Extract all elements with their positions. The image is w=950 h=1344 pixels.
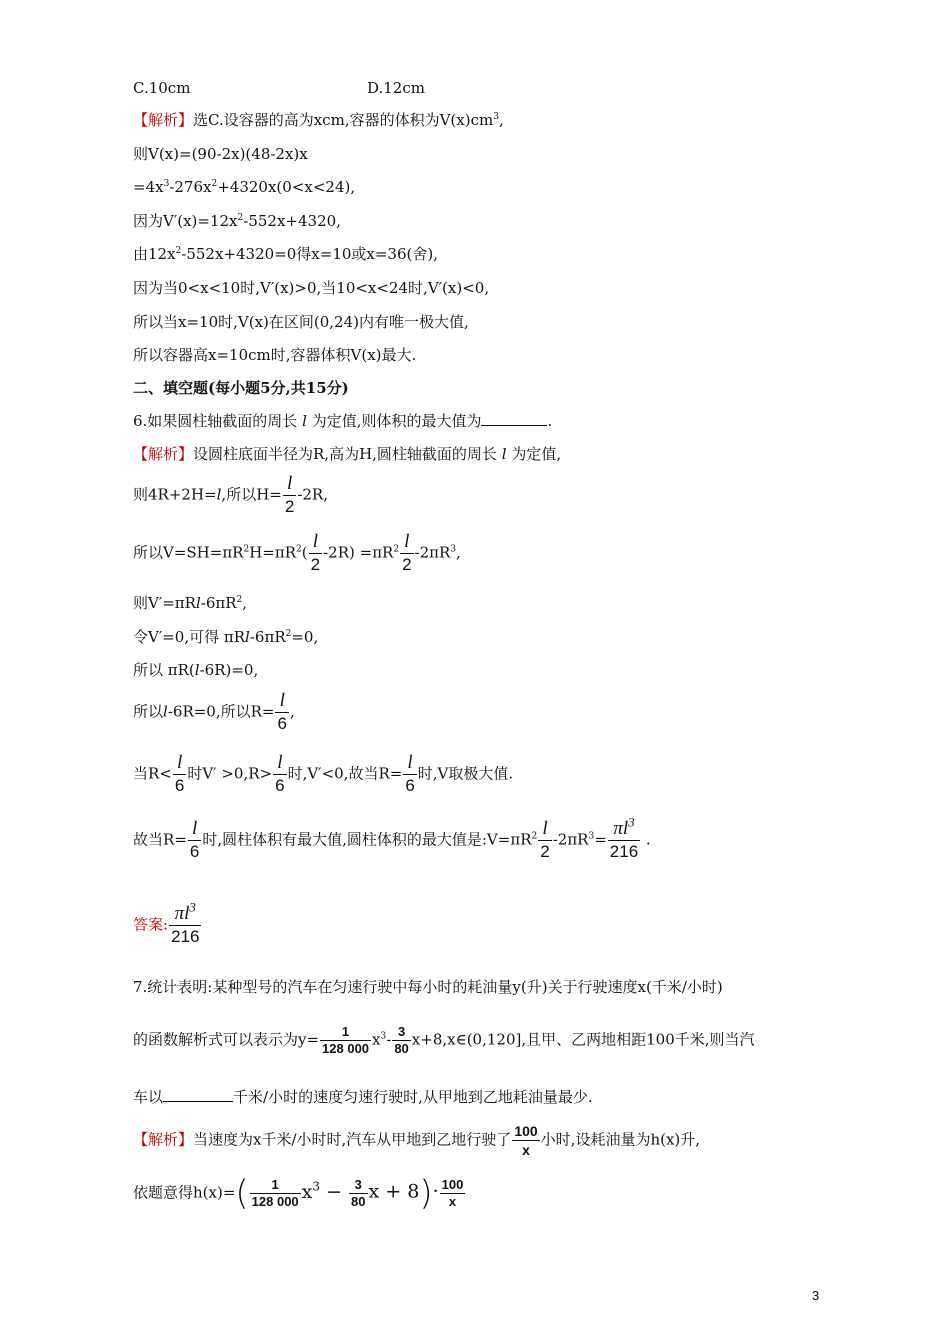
numerator <box>608 814 640 840</box>
text: 的函数解析式可以表示为y= <box>133 1030 320 1049</box>
text: 6.如果圆柱轴截面的周长 <box>133 412 298 430</box>
text: 由12x <box>133 245 176 263</box>
denominator: 2 <box>402 555 412 574</box>
numerator: 100 <box>441 1177 464 1192</box>
denominator: 128 000 <box>251 1194 299 1209</box>
fraction <box>309 531 322 576</box>
fraction <box>320 1024 371 1057</box>
numerator: l <box>407 752 413 773</box>
text: , <box>289 702 295 721</box>
fraction <box>512 1122 539 1159</box>
question-7 <box>133 977 723 997</box>
superscript: 2 <box>393 544 400 555</box>
variable: l <box>501 445 507 463</box>
numerator: l <box>286 473 293 494</box>
text: 所以 <box>133 702 164 721</box>
superscript: 3 <box>450 544 457 555</box>
math-term: x + 8 <box>368 1180 420 1203</box>
numerator: 3 <box>354 1177 362 1192</box>
option-c-text: C.10cm <box>133 79 191 97</box>
variable: l <box>245 628 250 646</box>
analysis-line <box>133 177 355 197</box>
fraction <box>538 818 551 863</box>
text: 时,圆柱体积有最大值,圆柱体积的最大值是:V=πR <box>202 830 532 849</box>
text: -6R=0,所以R= <box>167 702 275 721</box>
text: πl <box>174 903 190 924</box>
text: 所以 πR( <box>133 661 195 679</box>
denominator: 2 <box>310 555 321 574</box>
superscript: 2 <box>236 595 243 605</box>
text: 因为V′(x)=12x <box>133 212 238 230</box>
text: 令V′=0,可得 πR <box>133 628 246 646</box>
text: 故当R= <box>133 830 187 849</box>
option-d-text: D.12cm <box>367 79 425 97</box>
variable: l <box>163 702 168 721</box>
text: -2πR <box>414 543 451 562</box>
denominator: x <box>512 1140 539 1159</box>
text: 所以容器高x=10cm时,容器体积V(x)最大. <box>133 346 417 364</box>
page-number: 3 <box>812 1288 820 1303</box>
text: , <box>242 594 248 612</box>
text: -552x+4320=0得x=10或x=36(舍), <box>181 245 438 263</box>
numerator: 3 <box>397 1024 406 1039</box>
fraction <box>349 1177 367 1210</box>
answer-blank[interactable] <box>481 411 547 426</box>
analysis-line <box>133 444 561 464</box>
fraction <box>273 752 286 797</box>
superscript: 3 <box>312 1179 321 1194</box>
text: 所以当x=10时,V(x)在区间(0,24)内有唯一极大值, <box>133 313 469 331</box>
text: 则4R+2H= <box>133 485 217 504</box>
denominator: 2 <box>284 497 295 516</box>
text: 时V′ >0,R> <box>187 764 273 783</box>
analysis-line <box>133 690 295 735</box>
text: -276x <box>169 178 212 196</box>
question-7 <box>133 1087 593 1107</box>
denominator: 6 <box>189 842 200 861</box>
analysis-line <box>133 752 513 797</box>
text: πl <box>613 818 629 839</box>
numerator: 1 <box>271 1177 279 1192</box>
analysis-line <box>133 814 651 863</box>
analysis-line <box>133 345 416 365</box>
text: 依题意得h(x)= <box>133 1183 236 1202</box>
text: H=πR <box>249 543 297 562</box>
fraction <box>403 752 416 797</box>
fraction <box>169 899 201 948</box>
text: . <box>641 830 651 849</box>
fraction <box>283 473 296 518</box>
numerator: 100 <box>514 1123 538 1139</box>
variable: l <box>302 412 307 430</box>
superscript: 3 <box>189 899 196 915</box>
text: 时,V取极大值. <box>417 764 514 783</box>
denominator: x <box>440 1193 466 1210</box>
text: =4x <box>133 178 164 196</box>
text: 所以V=SH=πR <box>133 543 244 562</box>
text: 千米/小时的速度匀速行驶时,从甲地到乙地耗油量最少. <box>233 1088 593 1106</box>
text: . <box>547 412 553 430</box>
superscript: 3 <box>628 814 635 830</box>
analysis-line <box>133 593 247 613</box>
denominator: 216 <box>609 842 639 861</box>
text: 选C.设容器的高为xcm,容器的体积为V(x)cm <box>193 111 494 129</box>
text: -2R) =πR <box>323 543 394 562</box>
numerator: 1 <box>341 1024 350 1039</box>
superscript: 2 <box>237 213 244 223</box>
multiply-dot: · <box>432 1180 439 1203</box>
question-6 <box>133 411 552 431</box>
text: -6πR <box>200 594 237 612</box>
analysis-line <box>133 278 489 298</box>
superscript: 3 <box>380 1031 387 1042</box>
superscript: 2 <box>175 246 182 256</box>
text: 设圆柱底面半径为R,高为H,圆柱轴截面的周长 <box>193 445 497 463</box>
analysis-line <box>133 244 438 264</box>
answer-tag: 答案: <box>133 915 169 934</box>
section-title: 二、填空题(每小题5分,共15分) <box>133 379 349 397</box>
fraction <box>608 814 640 863</box>
option-c <box>133 78 190 98</box>
analysis-line <box>133 660 258 680</box>
superscript: 2 <box>243 544 250 555</box>
text: x+8,x∈(0,120],且甲、乙两地相距100千米,则当汽 <box>411 1030 755 1049</box>
text: ,所以H= <box>221 485 282 504</box>
superscript: 2 <box>531 831 538 842</box>
analysis-line <box>133 144 308 164</box>
numerator: l <box>404 531 410 552</box>
text: 当速度为x千米/小时时,汽车从甲地到乙地行驶了 <box>193 1130 512 1149</box>
text: -552x+4320, <box>243 212 341 230</box>
denominator: 6 <box>405 776 415 795</box>
superscript: 2 <box>211 179 218 189</box>
superscript: 3 <box>493 112 499 122</box>
text: x <box>372 1030 381 1049</box>
right-paren: ) <box>419 1173 433 1214</box>
denominator: 128 000 <box>322 1041 370 1056</box>
superscript: 2 <box>285 629 292 639</box>
text: -2πR <box>552 830 589 849</box>
text: -6πR <box>249 628 286 646</box>
analysis-tag: 【解析】 <box>133 1130 194 1149</box>
question-7 <box>133 1024 755 1057</box>
numerator <box>169 899 201 925</box>
denominator: 6 <box>277 714 287 733</box>
text: 时,V′<0,故当R= <box>287 764 403 783</box>
analysis-line <box>133 627 318 647</box>
fraction <box>250 1177 301 1210</box>
variable: l <box>216 485 222 504</box>
denominator: 6 <box>275 776 285 795</box>
variable: l <box>195 594 201 612</box>
analysis-line <box>133 1173 466 1214</box>
denominator: 2 <box>540 842 550 861</box>
fraction <box>440 1177 466 1210</box>
text: 则V(x)=(90-2x)(48-2x)x <box>133 145 308 163</box>
analysis-tag: 【解析】 <box>133 445 194 463</box>
numerator: l <box>277 752 283 773</box>
text: , <box>498 111 504 129</box>
superscript: 2 <box>296 544 302 555</box>
text: =0, <box>291 628 319 646</box>
denominator: 80 <box>351 1194 366 1209</box>
text: 小时,设耗油量为h(x)升, <box>540 1130 701 1149</box>
text: - <box>386 1030 392 1049</box>
numerator: l <box>542 818 548 839</box>
denominator: 6 <box>174 776 185 795</box>
text: = <box>594 830 607 849</box>
text: 7.统计表明:某种型号的汽车在匀速行驶中每小时的耗油量y(升)关于行驶速度x(千米/小时) <box>133 978 723 996</box>
analysis-tag: 【解析】 <box>133 111 194 129</box>
variable: l <box>194 661 200 679</box>
denominator: 80 <box>394 1041 409 1056</box>
fraction <box>173 752 186 797</box>
text: − <box>320 1180 349 1203</box>
text: 则V′=πR <box>133 594 196 612</box>
text: +4320x(0<x<24), <box>217 178 356 196</box>
analysis-line <box>133 531 461 576</box>
text: -6R)=0, <box>199 661 259 679</box>
text: ( <box>301 543 308 562</box>
fraction <box>400 531 413 576</box>
superscript: 3 <box>588 831 595 842</box>
option-d <box>367 78 425 98</box>
numerator: l <box>176 752 183 773</box>
text: 车以 <box>133 1088 164 1106</box>
fraction <box>392 1024 410 1057</box>
fraction <box>188 818 201 863</box>
answer-blank[interactable] <box>163 1087 233 1102</box>
text: 因为当0<x<10时,V′(x)>0,当10<x<24时,V′(x)<0, <box>133 279 490 297</box>
analysis-line <box>133 110 504 130</box>
text: 当R< <box>133 764 172 783</box>
text: -2R, <box>297 485 328 504</box>
answer-line <box>133 899 202 948</box>
analysis-line <box>133 473 328 518</box>
section-heading <box>133 378 349 398</box>
analysis-line <box>133 211 341 231</box>
numerator: l <box>312 531 318 552</box>
analysis-line <box>133 1122 700 1159</box>
text: , <box>456 543 461 562</box>
analysis-line <box>133 312 469 332</box>
superscript: 3 <box>163 179 170 189</box>
math-term <box>302 1181 348 1203</box>
fraction <box>275 690 288 735</box>
denominator: 216 <box>171 927 200 946</box>
left-paren: ( <box>235 1173 249 1214</box>
text: x <box>301 1180 313 1203</box>
text: 为定值,则体积的最大值为 <box>311 412 482 430</box>
numerator: l <box>191 818 198 839</box>
numerator: l <box>279 690 285 711</box>
text: 为定值, <box>511 445 562 463</box>
